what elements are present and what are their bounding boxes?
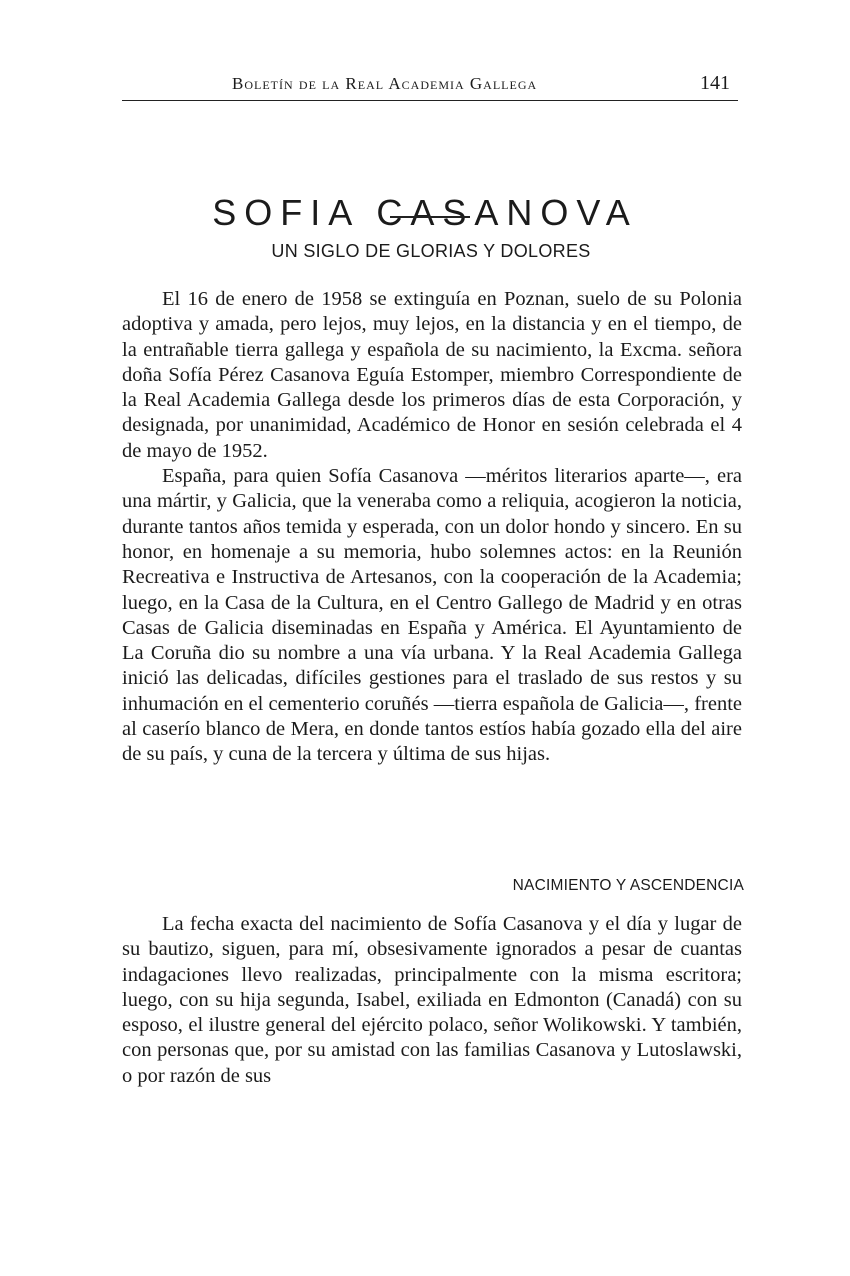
title-divider — [390, 216, 470, 218]
article-title: SOFIA CASANOVA — [212, 192, 638, 234]
running-header — [122, 72, 738, 98]
running-title: Boletín de la Real Academia Gallega — [232, 74, 538, 93]
section-heading: NACIMIENTO Y ASCENDENCIA — [512, 877, 744, 894]
header-rule — [122, 100, 738, 101]
page-number: 141 — [700, 72, 730, 94]
section-body — [122, 912, 742, 1089]
body-paragraph: El 16 de enero de 1958 se extinguía en Poznan, suelo de su Polonia adoptiva y amada, pero lejos, muy lejos, en la distancia y en el tiempo, de la entrañable tierra gallega y española de su nacimiento, la Excma. señora doña Sofía Pérez Casanova Eguía Estomper, miembro Correspondiente de la Real Academia Gallega desde los primeros días de esta Corporación, y designada, por unanimidad, Académico de Honor en sesión celebrada el 4 de mayo de 1952. — [122, 288, 742, 462]
body-paragraph: España, para quien Sofía Casanova —méritos literarios aparte—, era una mártir, y Galicia, que la veneraba como a reliquia, acogieron la noticia, durante tantos años temida y esperada, con un dolor hondo y sincero. En su honor, en homenaje a su memoria, hubo solemnes actos: en la Reunión Recreativa e Instructiva de Artesanos, con la cooperación de la Academia; luego, en la Casa de la Cultura, en el Centro Gallego de Madrid y en otras Casas de Galicia diseminadas en España y América. El Ayuntamiento de La Coruña dio su nombre a una vía urbana. Y la Real Academia Gallega inició las delicadas, difíciles gestiones para el traslado de sus restos y su inhumación en el cementerio coruñés —tierra española de Galicia—, frente al caserío blanco de Mera, en donde tantos estíos había gozado ella del aire de su país, y cuna de la tercera y última de sus hijas. — [122, 465, 742, 766]
body-paragraph: La fecha exacta del nacimiento de Sofía Casanova y el día y lugar de su bautizo, siguen, para mí, obsesivamente ignorados a pesar de cuantas indagaciones llevo realizadas, principalmente con la misma escritora; luego, con su hija segunda, Isabel, exiliada en Edmonton (Canadá) con su esposo, el ilustre general del ejército polaco, señor Wolikowski. Y también, con personas que, por su amistad con las familias Casanova y Lutoslawski, o por razón de sus — [122, 913, 742, 1087]
article-body — [122, 287, 742, 768]
article-subtitle: UN SIGLO DE GLORIAS Y DOLORES — [271, 241, 591, 261]
